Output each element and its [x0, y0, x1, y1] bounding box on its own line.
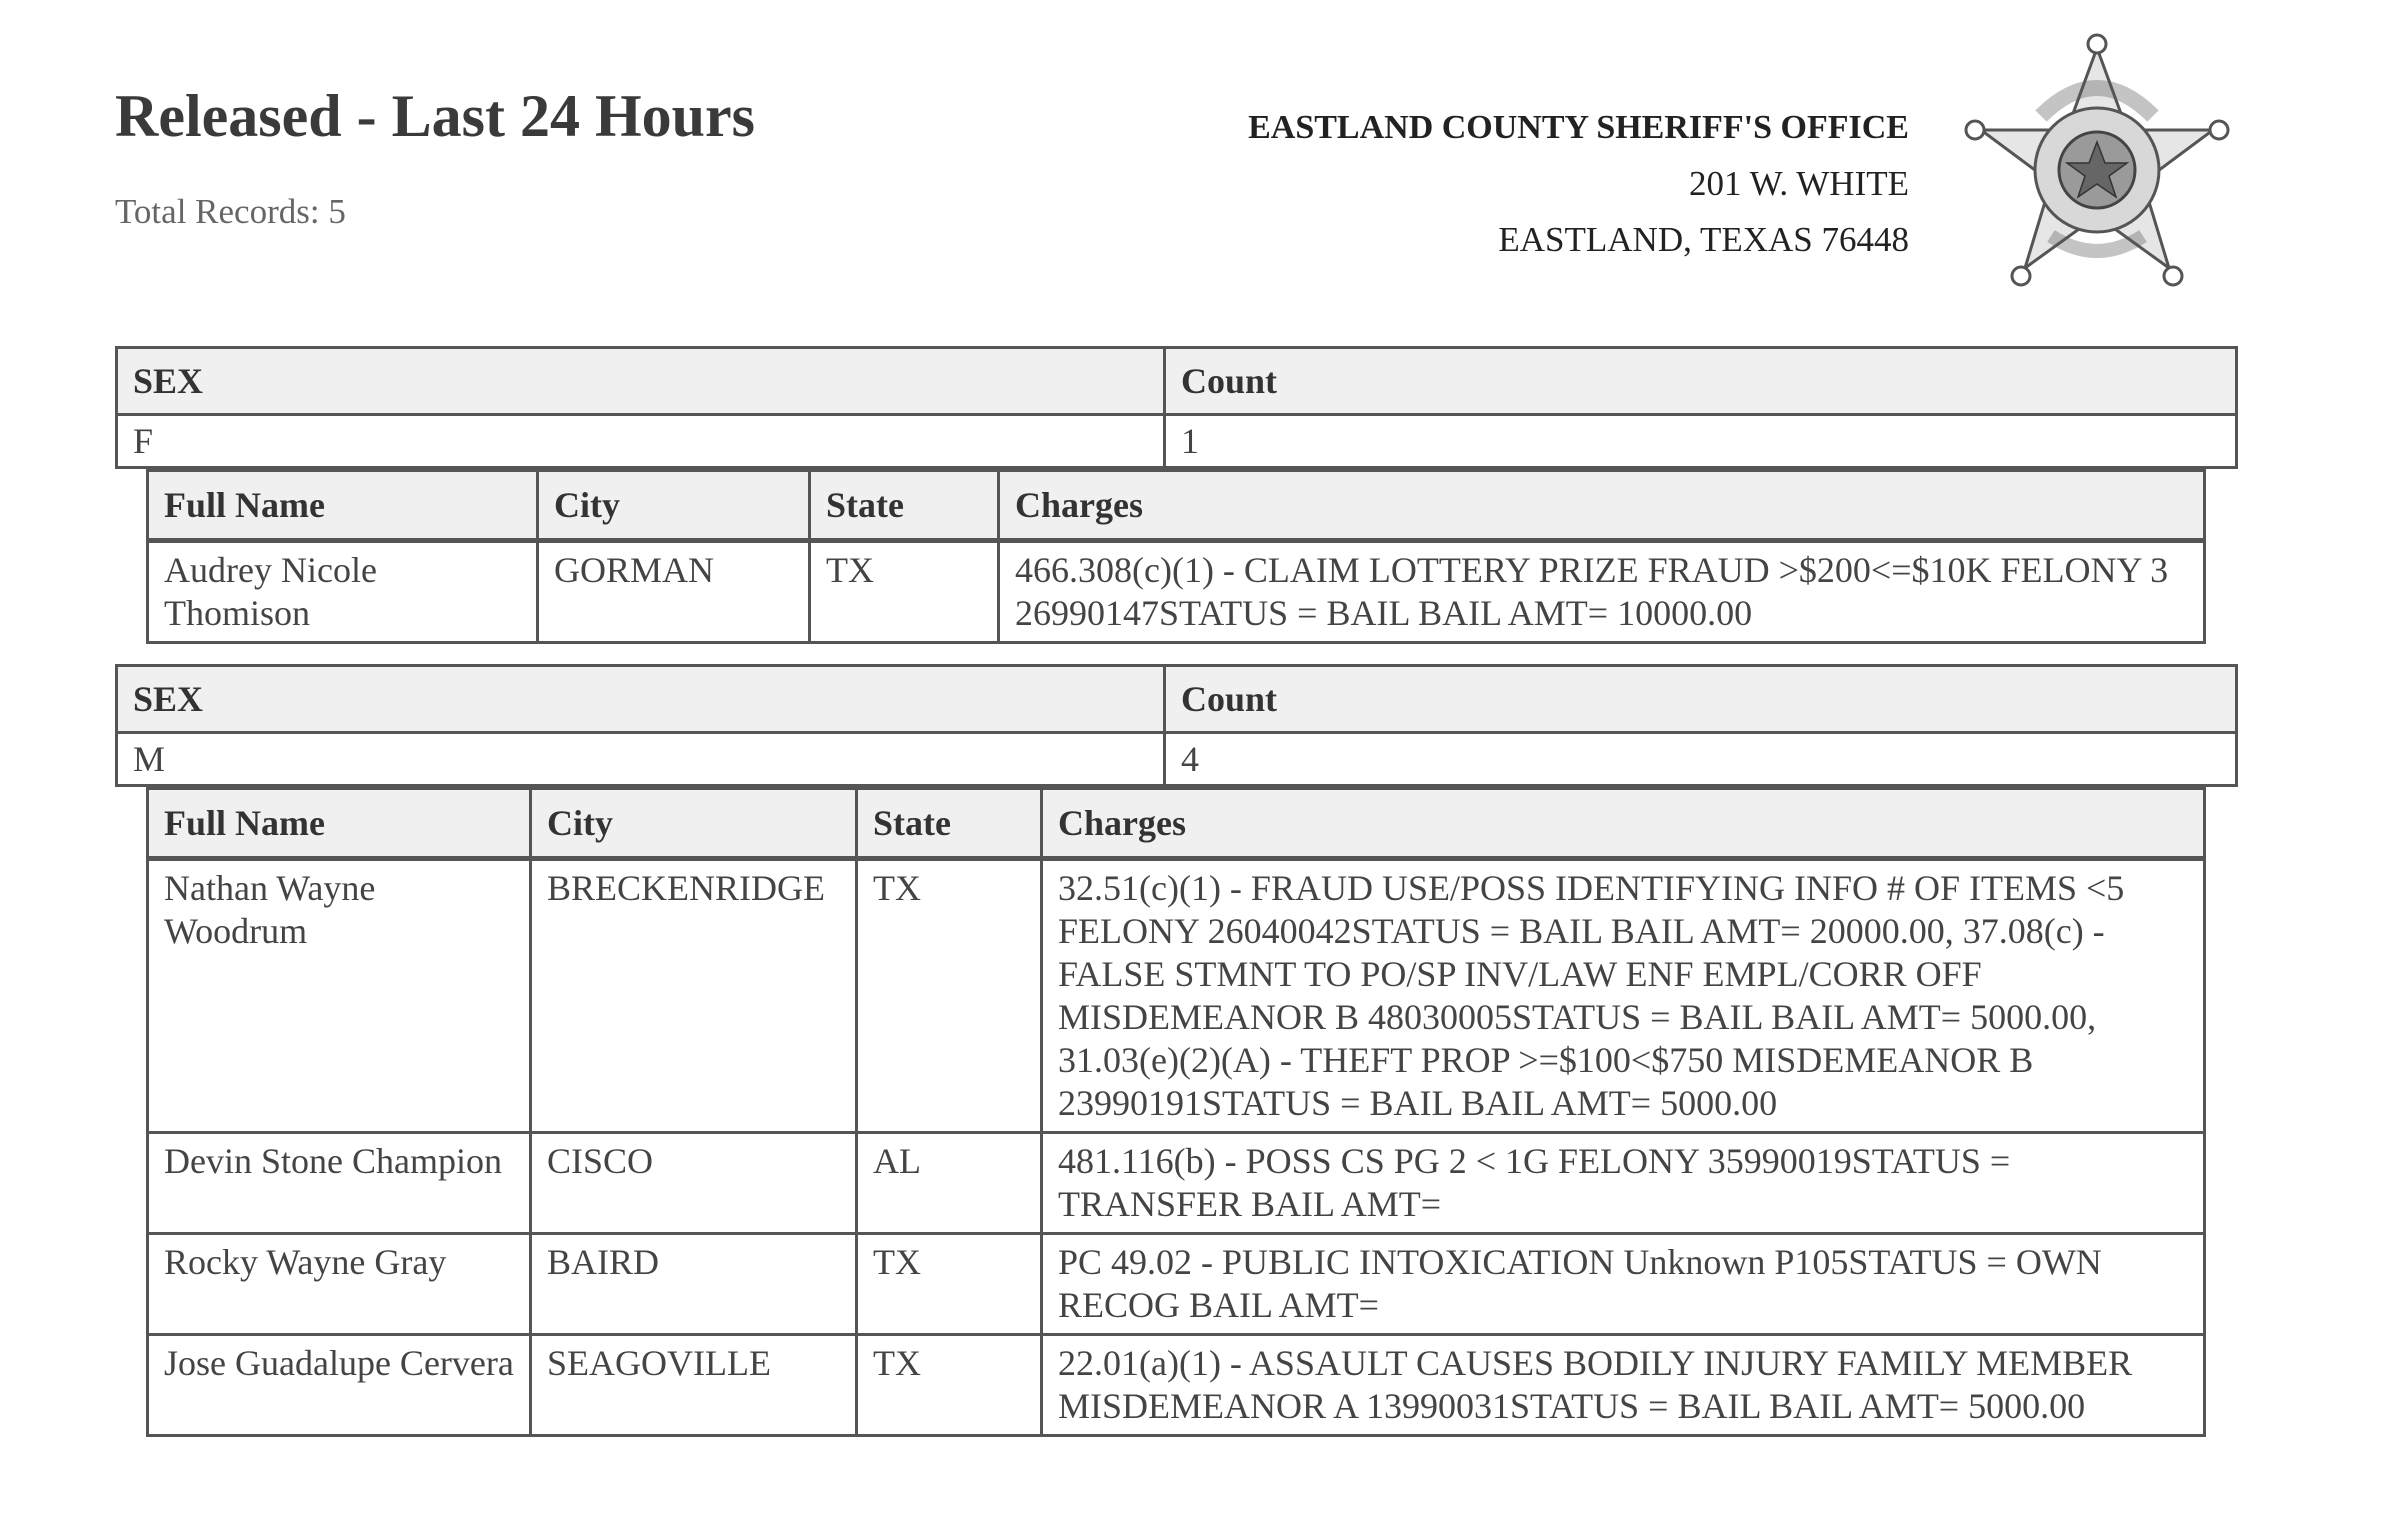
office-address-block [1248, 100, 1909, 268]
sheriff-star-badge-icon [1955, 30, 2240, 305]
state-cell: AL [857, 1133, 1042, 1234]
records-header-row [148, 789, 2205, 859]
office-address-line1: 201 W. WHITE [1688, 164, 1909, 203]
sex-column-header: SEX [117, 348, 1165, 415]
city-cell: GORMAN [538, 541, 810, 643]
city-cell: SEAGOVILLE [531, 1335, 857, 1436]
state-column-header: State [857, 789, 1042, 859]
total-records: Total Records: 5 [115, 192, 346, 231]
table-row [148, 541, 2205, 643]
charges-cell: 32.51(c)(1) - FRAUD USE/POSS IDENTIFYING INFO # OF ITEMS <5 FELONY 26040042STATUS = BAIL BAIL AMT= 20000.00, 37.08(c) - FALSE STMNT TO PO/SP INV/LAW ENF EMPL/CORR OFF MISDEMEANOR B 48030005STATUS = BAIL BAIL AMT= 5000.00, 31.03(e)(2)(A) - THEFT PROP >=$100<$750 MISDEMEANOR B 23990191STATUS = BAIL BAIL AMT= 5000.00 [1042, 859, 2205, 1133]
state-cell: TX [857, 859, 1042, 1133]
group-block-m [115, 664, 2238, 1437]
sex-column-header: SEX [117, 666, 1165, 733]
full-name-column-header: Full Name [148, 789, 531, 859]
table-row [148, 1335, 2205, 1436]
full-name-cell: Jose Guadalupe Cervera [148, 1335, 531, 1436]
sex-value: M [117, 733, 1165, 786]
charges-cell: 22.01(a)(1) - ASSAULT CAUSES BODILY INJURY FAMILY MEMBER MISDEMEANOR A 13990031STATUS = BAIL BAIL AMT= 5000.00 [1042, 1335, 2205, 1436]
full-name-cell: Nathan Wayne Woodrum [148, 859, 531, 1133]
office-name: EASTLAND COUNTY SHERIFF'S OFFICE [1248, 109, 1909, 146]
count-value: 4 [1165, 733, 2237, 786]
state-cell: TX [810, 541, 999, 643]
report-title: Released - Last 24 Hours [115, 83, 755, 149]
full-name-cell: Audrey Nicole Thomison [148, 541, 538, 643]
city-column-header: City [538, 471, 810, 541]
city-column-header: City [531, 789, 857, 859]
city-cell: CISCO [531, 1133, 857, 1234]
table-row [148, 1234, 2205, 1335]
sex-summary-table [115, 346, 2238, 469]
records-header-row [148, 471, 2205, 541]
charges-cell: 466.308(c)(1) - CLAIM LOTTERY PRIZE FRAUD >$200<=$10K FELONY 3 26990147STATUS = BAIL BAIL AMT= 10000.00 [999, 541, 2205, 643]
office-address-line2: EASTLAND, TEXAS 76448 [1498, 220, 1909, 259]
state-cell: TX [857, 1234, 1042, 1335]
full-name-column-header: Full Name [148, 471, 538, 541]
records-table [146, 469, 2206, 644]
records-table [146, 787, 2206, 1437]
state-cell: TX [857, 1335, 1042, 1436]
table-row [148, 859, 2205, 1133]
full-name-cell: Rocky Wayne Gray [148, 1234, 531, 1335]
charges-cell: 481.116(b) - POSS CS PG 2 < 1G FELONY 35990019STATUS = TRANSFER BAIL AMT= [1042, 1133, 2205, 1234]
table-row [148, 1133, 2205, 1234]
charges-column-header: Charges [999, 471, 2205, 541]
state-column-header: State [810, 471, 999, 541]
group-block-f [115, 346, 2238, 644]
charges-cell: PC 49.02 - PUBLIC INTOXICATION Unknown P105STATUS = OWN RECOG BAIL AMT= [1042, 1234, 2205, 1335]
count-value: 1 [1165, 415, 2237, 468]
sex-value: F [117, 415, 1165, 468]
city-cell: BAIRD [531, 1234, 857, 1335]
city-cell: BRECKENRIDGE [531, 859, 857, 1133]
full-name-cell: Devin Stone Champion [148, 1133, 531, 1234]
sex-summary-table [115, 664, 2238, 787]
count-column-header: Count [1165, 348, 2237, 415]
charges-column-header: Charges [1042, 789, 2205, 859]
count-column-header: Count [1165, 666, 2237, 733]
